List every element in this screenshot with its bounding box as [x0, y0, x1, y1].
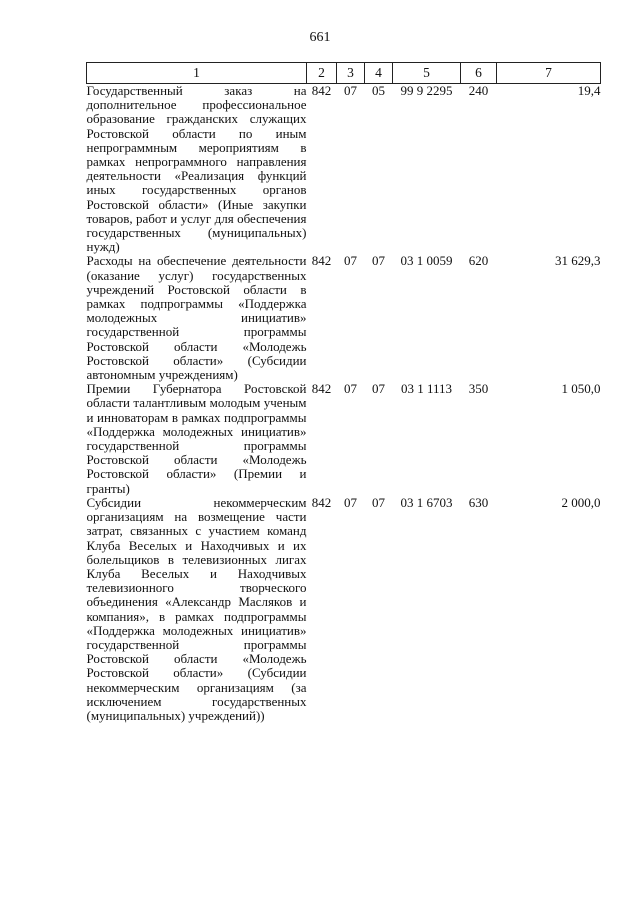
ministry-code: 842	[311, 381, 332, 397]
section-code: 07	[344, 381, 357, 397]
row-description: Расходы на обеспечение деятельности (оказание услуг) государственных учреждений Ростовской области в рамках подпрограммы «Поддержка молодежных инициатив» государственной программы Ростовской области «Молодежь Ростовской области» (Субсидии автономным учреждениям)	[86, 253, 307, 383]
column-header: 4	[365, 63, 393, 84]
column-header: 7	[497, 63, 601, 84]
row-description: Субсидии некоммерческим организациям на возмещение части затрат, связанных с участием команд Клуба Веселых и Находчивых и их болельщиков в телевизионных лигах Клуба Веселых и Находчивых телевизионного творческого объединения «Александр Масляков и компания», в рамках подпрограммы «Поддержка молодежных инициатив» государственной программы Ростовской области «Молодежь Ростовской области» (Субсидии некоммерческим организациям (за исключением государственных (муниципальных) учреждений))	[86, 494, 307, 723]
page-number: 661	[309, 30, 331, 45]
table-row	[87, 254, 601, 382]
target-article-code: 03 1 6703	[400, 494, 453, 510]
row-description: Государственный заказ на дополнительное профессиональное образование гражданских служащих Ростовской области по иным непрограммным мероприятиям в рамках непрограммного направления деятельности «Реализация функций иных государственных органов Ростовской области» (Иные закупки товаров, работ и услуг для обеспечения государственных (муниципальных) нужд)	[86, 83, 307, 255]
expense-type-code: 350	[468, 381, 489, 397]
amount: 2 000,0	[561, 494, 601, 510]
subsection-code: 05	[372, 83, 385, 98]
ministry-code: 842	[311, 253, 332, 269]
expense-type-code: 240	[468, 83, 489, 98]
column-header: 2	[307, 63, 337, 84]
table-row	[87, 496, 601, 723]
target-article-code: 03 1 0059	[400, 253, 453, 269]
table-header-row	[87, 63, 601, 84]
section-code: 07	[344, 253, 357, 269]
section-code: 07	[344, 494, 357, 510]
amount: 1 050,0	[561, 381, 601, 397]
target-article-code: 03 1 1113	[400, 381, 453, 397]
column-header: 5	[393, 63, 461, 84]
subsection-code: 07	[372, 381, 385, 397]
ministry-code: 842	[311, 494, 332, 510]
section-code: 07	[344, 83, 357, 98]
budget-table	[86, 62, 601, 723]
table-row	[87, 84, 601, 255]
row-description: Премии Губернатора Ростовской области талантливым молодым ученым и инноваторам в рамках подпрограммы «Поддержка молодежных инициатив» государственной программы Ростовской области «Молодежь Ростовской области» (Премии и гранты)	[86, 381, 307, 496]
expense-type-code: 630	[468, 494, 489, 510]
amount: 31 629,3	[555, 253, 601, 269]
table-row	[87, 382, 601, 496]
subsection-code: 07	[372, 494, 385, 510]
target-article-code: 99 9 2295	[400, 83, 453, 98]
column-header: 6	[461, 63, 497, 84]
ministry-code: 842	[311, 83, 332, 98]
expense-type-code: 620	[468, 253, 489, 269]
amount: 19,4	[577, 83, 601, 98]
column-header: 3	[337, 63, 365, 84]
subsection-code: 07	[372, 253, 385, 269]
column-header: 1	[87, 63, 307, 84]
